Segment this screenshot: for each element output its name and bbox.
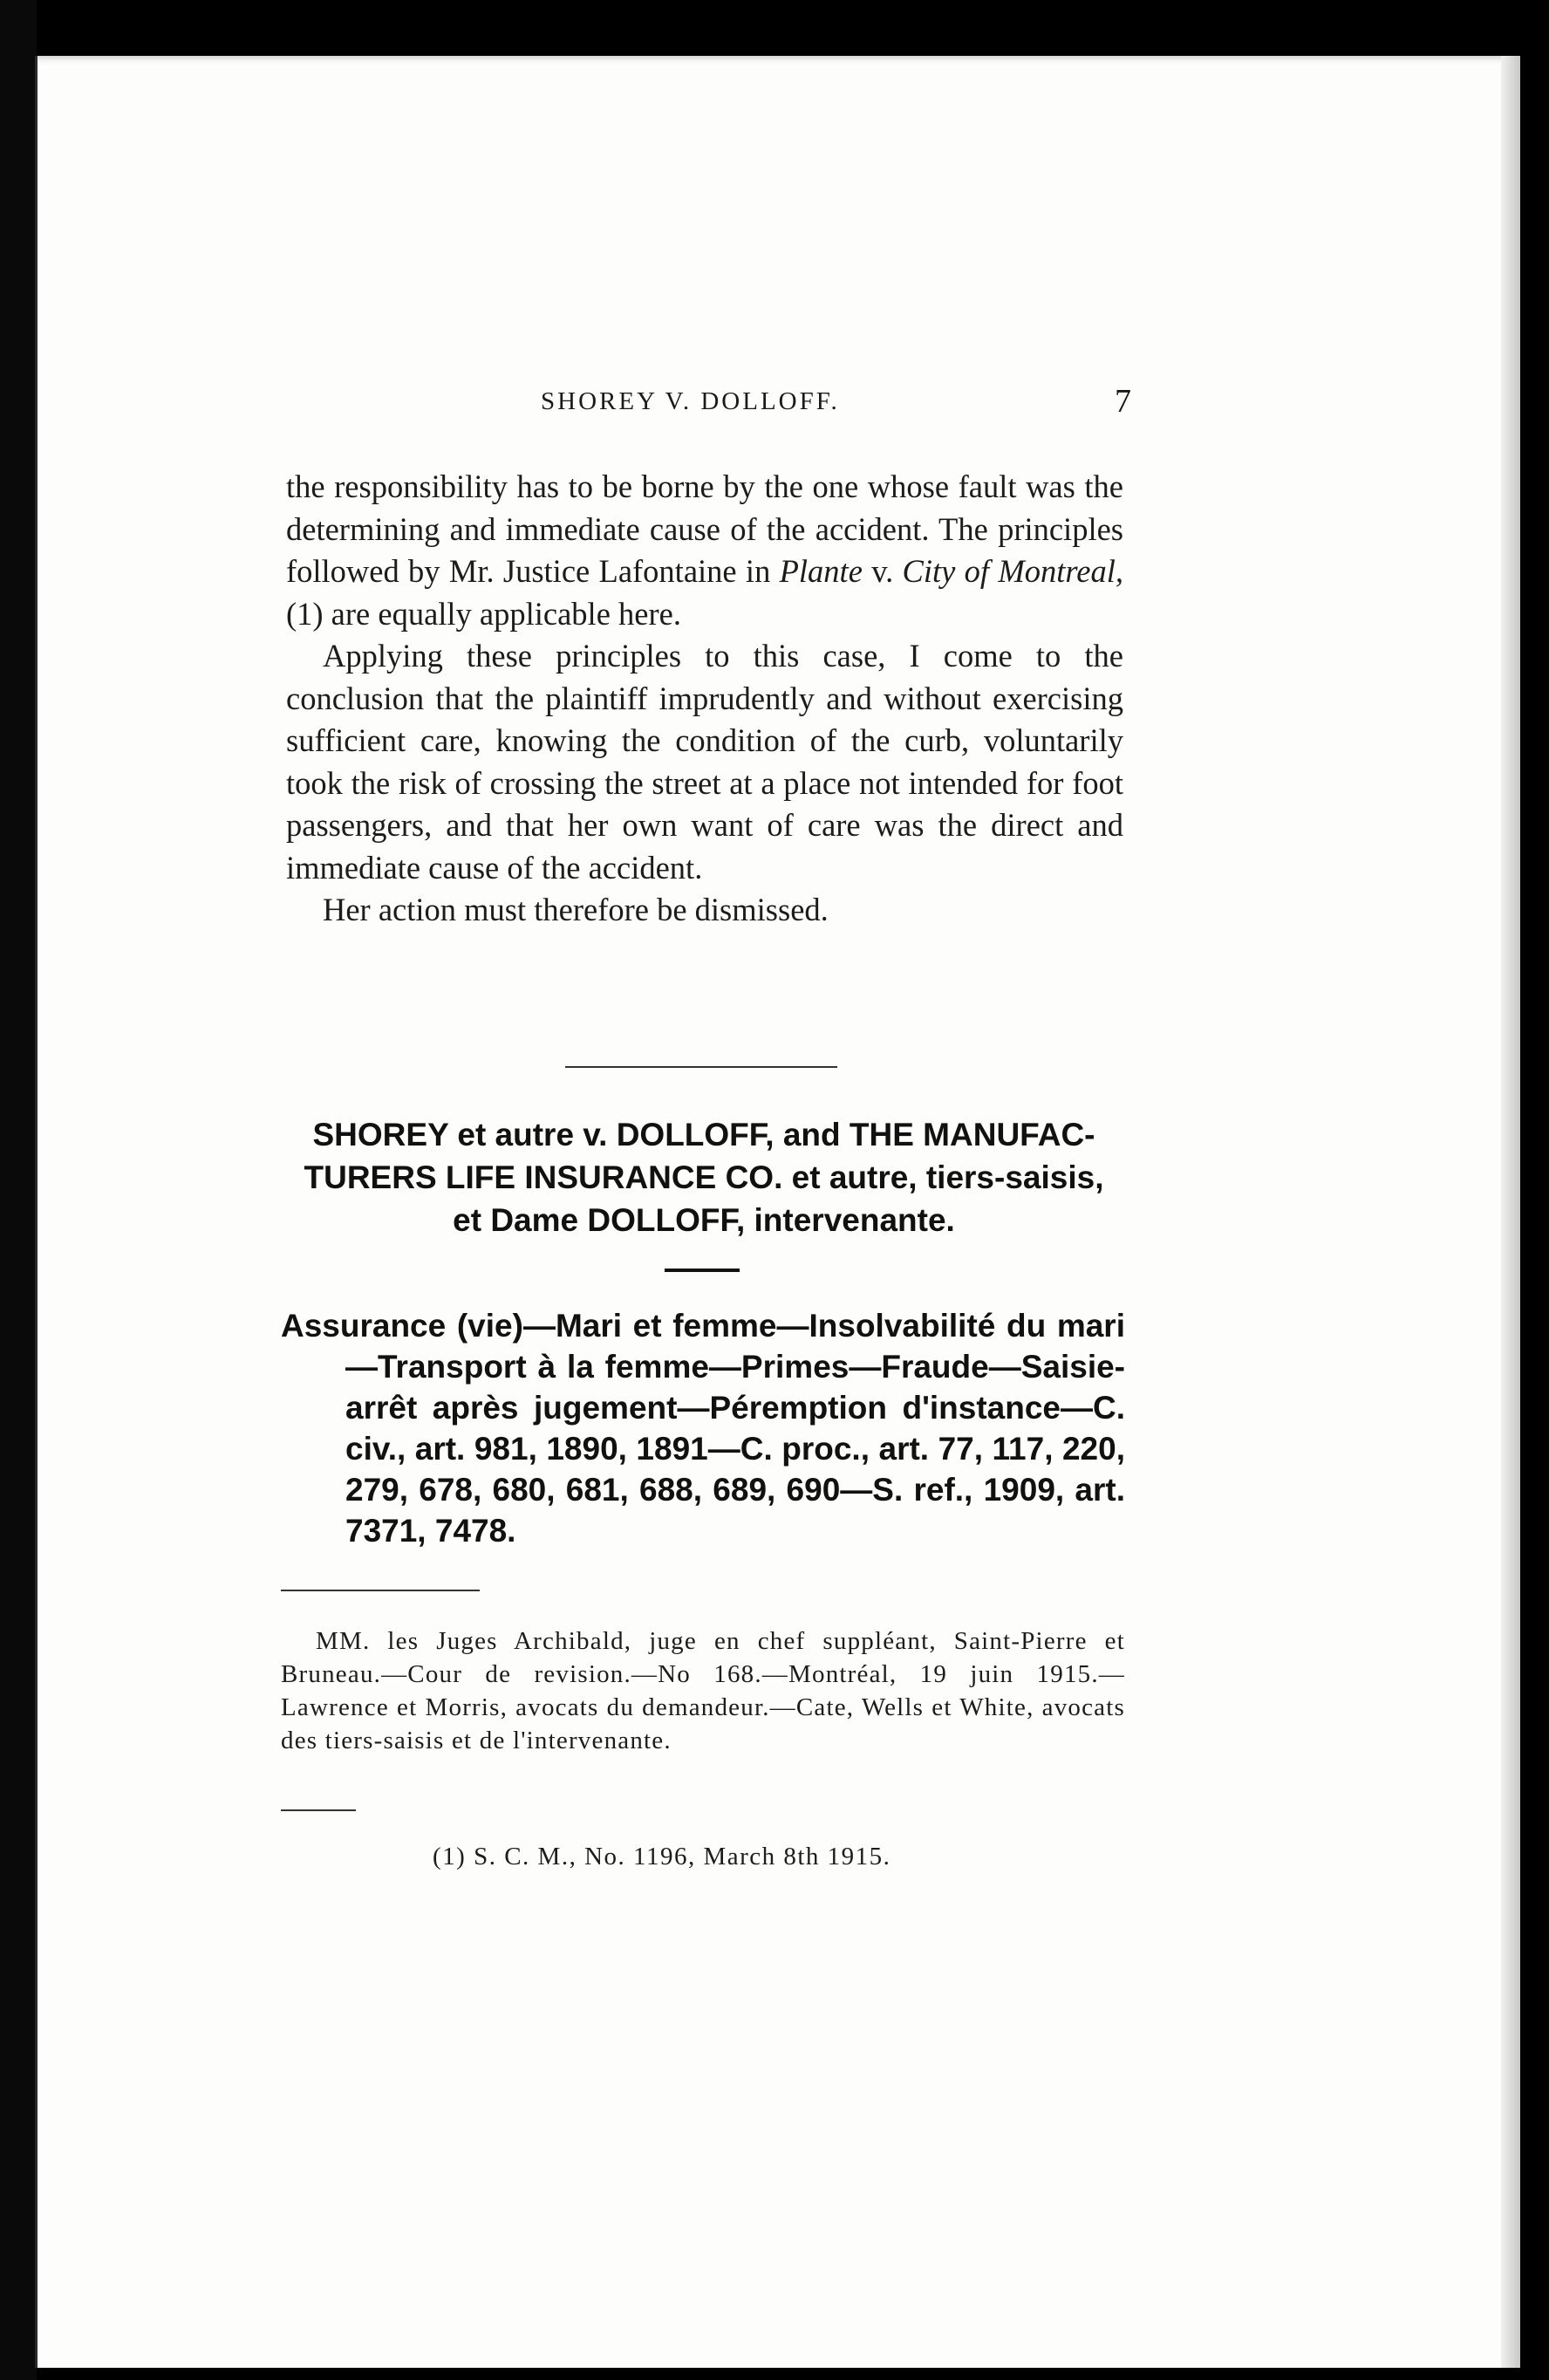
case-citation-city-of-montreal: City of Montreal, [902,553,1123,589]
paragraph-1 [286,466,1123,635]
title-divider [665,1269,740,1272]
case-title-line-2: TURERS LIFE INSURANCE CO. et autre, tiers-saisis, [304,1159,1104,1195]
case-title-line-1: SHOREY et autre v. DOLLOFF, and THE MANUFAC- [312,1117,1095,1152]
paragraph-2: Applying these principles to this case, I come to the conclusion that the plaintiff imprudently and without exercising sufficient care, knowing the condition of the curb, voluntarily took the risk of crossing the street at a place not intended for foot passengers, and that her own want of care was the direct and immediate cause of the accident. [286,638,1123,886]
paragraph-1-end: (1) are equally applicable here. [286,595,681,632]
court-note-text: MM. les Juges Archibald, juge en chef suppléant, Saint-Pierre et Bruneau.—Cour de revision.—No 168.—Montréal, 19 juin 1915.—Lawrence et Morris, avocats du demandeur.—Cate, Wells et White, avocats des tiers-saisis et de l'intervenante. [281,1627,1125,1754]
footnote: (1) S. C. M., No. 1196, March 8th 1915. [433,1843,891,1870]
case-citation-plante: Plante [779,553,863,589]
notes-divider [281,1590,480,1591]
paragraph-1-start: the responsibility has to be borne by the one whose fault was the determining and immediate cause of the accident. The principles followed by Mr. Justice Lafontaine in [286,468,1123,589]
running-title: SHOREY V. DOLLOFF. [541,387,840,415]
page-number: 7 [1115,383,1131,420]
section-divider [565,1066,837,1068]
case-title [281,1113,1127,1241]
paragraph-3: Her action must therefore be dismissed. [323,892,829,927]
running-head [0,383,1549,422]
body-text [286,466,1123,932]
scan-border [0,0,37,2380]
headnote: Assurance (vie)—Mari et femme—Insolvabilité du mari—Transport à la femme—Primes—Fraude—Saisie-arrêt après jugement—Péremption d'instance—C. civ., art. 981, 1890, 1891—C. proc., art. 77, 117, 220, 279, 678, 680, 681, 688, 689, 690—S. ref., 1909, art. 7371, 7478. [281,1308,1125,1549]
footnote-divider [281,1809,356,1811]
case-citation-v: v. [862,553,903,589]
case-title-line-3: et Dame DOLLOFF, intervenante. [453,1202,955,1238]
court-note [281,1624,1125,1757]
